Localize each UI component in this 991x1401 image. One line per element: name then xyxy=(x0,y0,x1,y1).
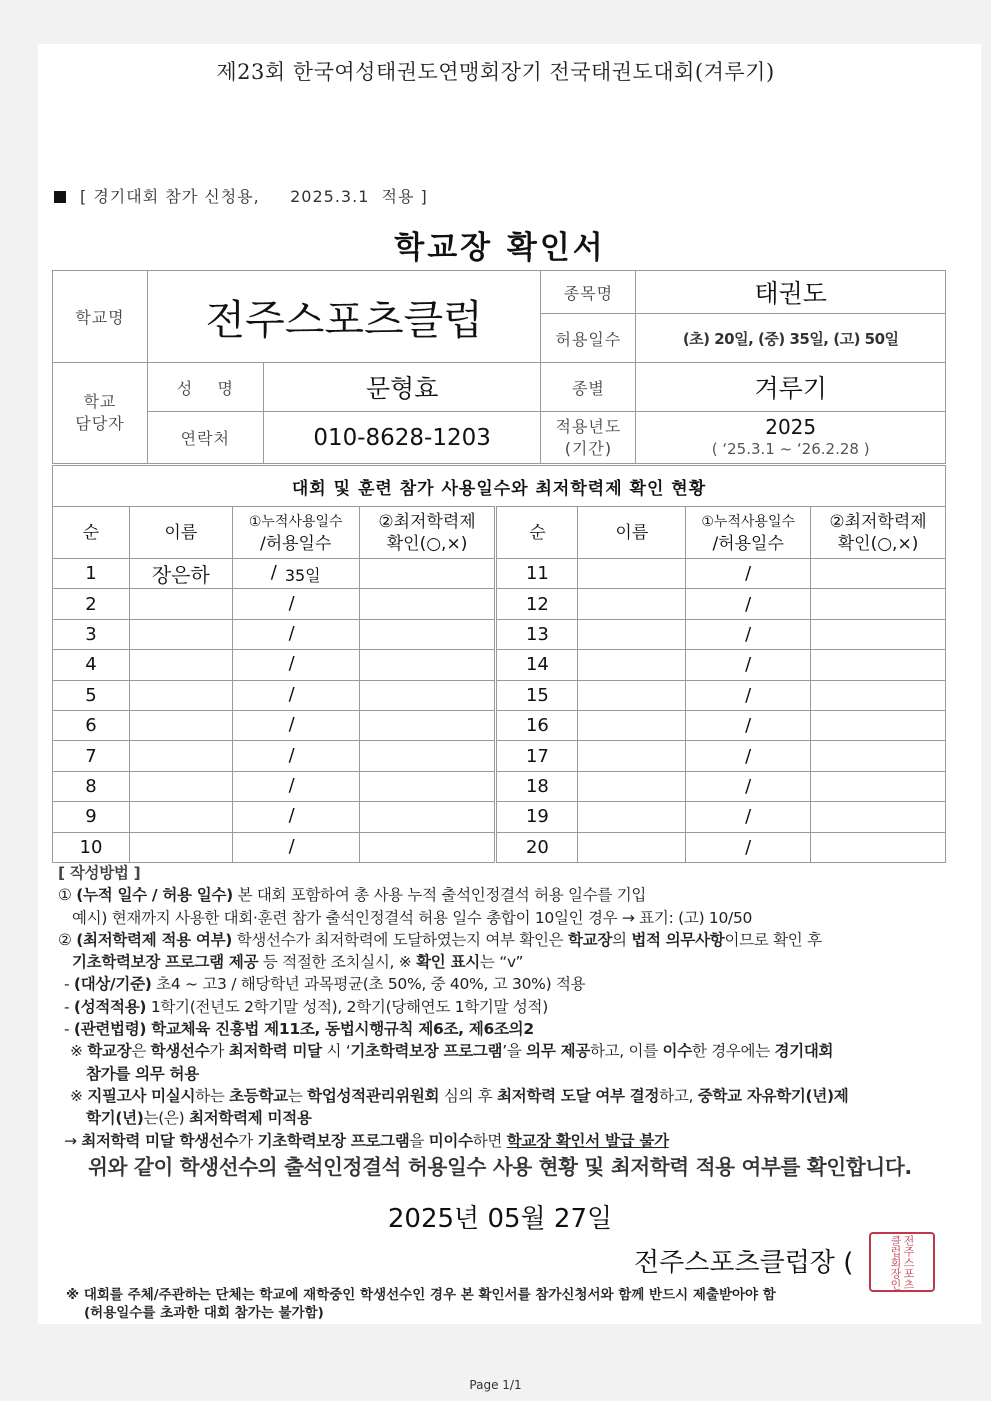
row-days-right: / xyxy=(686,680,811,710)
col-no-left: 순 xyxy=(53,507,130,559)
row-name-right xyxy=(578,771,686,801)
method-l12-b3: 미이수 xyxy=(428,1131,473,1150)
method-l1-bold: (누적 일수 / 허용 일수) xyxy=(76,886,233,905)
event-value: 태권도 xyxy=(636,271,946,314)
manager-name: 문형효 xyxy=(263,363,541,412)
row-no-left: 3 xyxy=(53,619,130,649)
row-no-right: 11 xyxy=(496,559,578,589)
method-l4-bold2: 확인 표시 xyxy=(416,953,480,972)
method-l11-t1: 는(은) xyxy=(143,1109,190,1128)
row-days-left xyxy=(232,710,359,740)
method-l3-bold3: 법적 의무사항 xyxy=(631,930,725,949)
row-days-right: / xyxy=(686,619,811,649)
period-value: ( ‘25.3.1 ~ ‘26.2.28 ) xyxy=(711,439,870,458)
row-name-right xyxy=(578,589,686,619)
row-no-right: 13 xyxy=(496,619,578,649)
table-row xyxy=(53,802,946,832)
row-days-right: / xyxy=(686,589,811,619)
seal-stamp-icon xyxy=(869,1232,935,1292)
school-label: 학교명 xyxy=(53,271,148,363)
row-days-right: / xyxy=(686,741,811,771)
row-no-right: 15 xyxy=(496,680,578,710)
method-l10-t3: 심의 후 xyxy=(439,1086,498,1105)
row-check-right xyxy=(811,589,946,619)
method-line-1 xyxy=(58,884,848,906)
row-name-left xyxy=(129,771,232,801)
table-row xyxy=(53,619,946,649)
method-l12-t3: 하면 xyxy=(472,1131,507,1150)
col-days-right-line2: /허용일수 xyxy=(712,534,784,554)
row-no-left: 5 xyxy=(53,680,130,710)
method-l10-b1: 지필고사 미실시 xyxy=(87,1086,196,1105)
row-days-value: 35일 xyxy=(284,565,321,585)
col-no-right: 순 xyxy=(496,507,578,559)
col-check-left-line1: ②최저학력제 xyxy=(378,511,476,532)
row-days-right: / xyxy=(686,802,811,832)
row-days-left xyxy=(232,741,359,771)
method-l3-bold2: 학교장 xyxy=(567,930,612,949)
method-line-9 xyxy=(58,1063,848,1085)
method-l8-t6: 한 경우에는 xyxy=(691,1042,775,1061)
row-name-right xyxy=(578,650,686,680)
stats-header-row xyxy=(53,507,946,559)
method-l4-bold1: 기초학력보장 프로그램 제공 xyxy=(72,953,259,972)
method-l10-t1: 하는 xyxy=(195,1086,230,1105)
col-days-right xyxy=(686,507,811,559)
row-days-left xyxy=(232,619,359,649)
row-name-right xyxy=(578,680,686,710)
table-row xyxy=(53,559,946,589)
row-days-left xyxy=(232,771,359,801)
row-check-left xyxy=(359,771,496,801)
row-name-left xyxy=(129,741,232,771)
row-no-right: 12 xyxy=(496,589,578,619)
row-name-right xyxy=(578,710,686,740)
method-l12-b1: 최저학력 미달 학생선수 xyxy=(81,1131,239,1150)
year-label xyxy=(541,412,636,464)
method-l10-t2: 는 xyxy=(287,1086,308,1105)
row-days-left xyxy=(232,680,359,710)
slash: / xyxy=(288,835,295,857)
square-bullet-icon xyxy=(54,191,66,203)
row-name-left xyxy=(129,710,232,740)
row-name-left: 장은하 xyxy=(129,559,232,589)
method-l8-t2: 가 xyxy=(209,1042,229,1061)
manager-label-line1: 학교 xyxy=(83,392,117,411)
method-l1-text: 본 대회 포함하여 총 사용 누적 출석인정결석 허용 일수를 기입 xyxy=(232,886,647,905)
stats-title: 대회 및 훈련 참가 사용일수와 최저학력제 확인 현황 xyxy=(53,466,946,507)
method-l7-bold: (관련법령) 학교체육 진흥법 제11조, 동법시행규칙 제6조, 제6조의2 xyxy=(73,1020,534,1039)
row-check-left xyxy=(359,741,496,771)
manager-label xyxy=(53,363,148,464)
method-l11-b1: 학기(년) xyxy=(86,1109,144,1128)
col-check-left xyxy=(359,507,496,559)
method-l4-text1: 등 적절한 조치실시, ※ xyxy=(258,953,417,972)
row-name-left xyxy=(129,619,232,649)
col-name-left: 이름 xyxy=(129,507,232,559)
row-no-right: 19 xyxy=(496,802,578,832)
method-l8-b4: 기초학력보장 프로그램 xyxy=(350,1042,503,1061)
col-days-right-line1: ①누적사용일수 xyxy=(701,514,796,530)
method-l5-bold: (대상/기준) xyxy=(73,975,152,994)
row-no-left: 4 xyxy=(53,650,130,680)
method-l8-b3: 최저학력 미달 xyxy=(228,1042,322,1061)
method-line-10: ※ 지필고사 미실시하는 초등학교는 학업성적관리위원회 심의 후 최저학력 도달 여부 결정하고, 중학교 자유학기(년)제 xyxy=(70,1086,849,1105)
row-check-left xyxy=(359,680,496,710)
page-number: Page 1/1 xyxy=(469,1378,522,1392)
method-line-5: - (대상/기준) 초4 ~ 고3 / 해당학년 과목평균(초 50%, 중 40%, 고 30%) 적용 xyxy=(64,975,586,994)
footnote xyxy=(66,1286,776,1322)
slash: / xyxy=(288,592,295,614)
row-check-right xyxy=(811,741,946,771)
row-days-left xyxy=(232,832,359,862)
method-l8-b5: 의무 제공 xyxy=(526,1042,590,1061)
row-check-left xyxy=(359,710,496,740)
slash: / xyxy=(288,805,295,827)
slash: / xyxy=(288,683,295,705)
row-days-right: / xyxy=(686,771,811,801)
table-row xyxy=(53,832,946,862)
slash: / xyxy=(270,561,277,583)
method-l10-b5: 중학교 자유학기(년)제 xyxy=(697,1086,849,1105)
method-l3-num: ② xyxy=(58,930,77,949)
method-l4-text2: 는 “v” xyxy=(479,953,524,972)
row-days-right: / xyxy=(686,710,811,740)
method-l8-b1: 학교장 xyxy=(87,1042,132,1061)
row-name-left xyxy=(129,589,232,619)
method-l11-b2: 최저학력제 미적용 xyxy=(189,1109,312,1128)
col-check-right xyxy=(811,507,946,559)
usage-note xyxy=(54,184,428,207)
table-row xyxy=(53,710,946,740)
row-name-left xyxy=(129,680,232,710)
method-l8-b6: 이수 xyxy=(662,1042,692,1061)
method-l12-t2: 을 xyxy=(409,1131,429,1150)
method-line-3 xyxy=(58,929,848,951)
col-days-left-line2: /허용일수 xyxy=(259,534,332,554)
allowed-days-value: (초) 20일, (중) 35일, (고) 50일 xyxy=(636,314,946,363)
contact-value: 010-8628-1203 xyxy=(263,412,541,464)
method-line-2: 예시) 현재까지 사용한 대회·훈련 참가 출석인정결석 허용 일수 총합이 10일인 경우 → 표기: (고) 10/50 xyxy=(72,908,753,927)
row-days-left xyxy=(232,559,359,589)
col-days-left xyxy=(232,507,359,559)
row-no-left: 1 xyxy=(53,559,130,589)
row-days-right: / xyxy=(686,832,811,862)
table-row xyxy=(53,680,946,710)
method-l10-b4: 최저학력 도달 여부 결정 xyxy=(497,1086,660,1105)
row-days-left xyxy=(232,650,359,680)
row-name-left xyxy=(129,832,232,862)
row-no-left: 6 xyxy=(53,710,130,740)
method-l1-num: ① xyxy=(58,886,77,905)
slash: / xyxy=(288,714,295,736)
row-name-right xyxy=(578,741,686,771)
method-line-11 xyxy=(58,1107,848,1129)
col-days-left-line1: ①누적사용일수 xyxy=(248,514,343,530)
method-l12-b2: 기초학력보장 프로그램 xyxy=(257,1131,410,1150)
method-heading: [ 작성방법 ] xyxy=(58,864,141,882)
year-label-line1: 적용년도 xyxy=(555,416,622,436)
method-l3-text1: 학생선수가 최저학력에 도달하였는지 여부 확인은 xyxy=(232,930,568,949)
row-no-left: 7 xyxy=(53,741,130,771)
row-no-right: 16 xyxy=(496,710,578,740)
row-check-left xyxy=(359,832,496,862)
slash: / xyxy=(288,744,295,766)
col-check-right-line2: 확인(○,×) xyxy=(837,533,919,554)
row-name-left xyxy=(129,650,232,680)
row-days-left xyxy=(232,802,359,832)
method-l8-t3: 시 ‘ xyxy=(321,1042,351,1061)
row-check-left xyxy=(359,650,496,680)
slash: / xyxy=(288,622,295,644)
row-check-left xyxy=(359,802,496,832)
confirm-statement: 위와 같이 학생선수의 출석인정결석 허용일수 사용 현황 및 최저학력 적용 여부를 확인합니다. xyxy=(88,1155,912,1179)
row-no-left: 9 xyxy=(53,802,130,832)
method-l5-text: 초4 ~ 고3 / 해당학년 과목평균(초 50%, 중 40%, 고 30%) 적용 xyxy=(151,975,586,994)
row-name-left xyxy=(129,802,232,832)
row-check-right xyxy=(811,771,946,801)
row-check-right xyxy=(811,650,946,680)
col-check-right-line1: ②최저학력제 xyxy=(829,511,927,532)
category-value: 겨루기 xyxy=(636,363,946,412)
row-check-right xyxy=(811,559,946,589)
slash: / xyxy=(288,774,295,796)
table-row xyxy=(53,771,946,801)
event-label: 종목명 xyxy=(541,271,636,314)
method-l3-text3: 이므로 확인 후 xyxy=(724,930,822,949)
stats-table xyxy=(52,465,946,863)
school-name: 전주스포츠클럽 xyxy=(147,271,541,363)
method-l8-b2: 학생선수 xyxy=(150,1042,210,1061)
row-no-right: 17 xyxy=(496,741,578,771)
method-line-8: ※ 학교장은 학생선수가 최저학력 미달 시 ‘기초학력보장 프로그램’을 의무 제공하고, 이를 이수한 경우에는 경기대회 xyxy=(70,1042,834,1061)
method-l6-bold: (성적적용) xyxy=(73,997,147,1016)
method-line-7: - (관련법령) 학교체육 진흥법 제11조, 동법시행규칙 제6조, 제6조의2 xyxy=(64,1020,534,1039)
year-label-line2: (기간) xyxy=(564,438,613,458)
document-title: 학교장 확인서 xyxy=(394,230,606,266)
method-l3-bold1: (최저학력제 적용 여부) xyxy=(76,930,233,949)
stats-body xyxy=(53,559,946,863)
slash: / xyxy=(288,653,295,675)
method-l3-text2: 의 xyxy=(612,930,632,949)
method-l10-b2: 초등학교 xyxy=(229,1086,288,1105)
row-no-left: 8 xyxy=(53,771,130,801)
category-label: 종별 xyxy=(541,363,636,412)
manager-label-line2: 담당자 xyxy=(75,414,125,433)
row-name-right xyxy=(578,802,686,832)
row-no-left: 2 xyxy=(53,589,130,619)
year-cell xyxy=(636,412,946,464)
name-label: 성 명 xyxy=(147,363,263,412)
writing-method xyxy=(58,862,848,1152)
allowed-days-label: 허용일수 xyxy=(541,314,636,363)
method-l8-t4: ’을 xyxy=(502,1042,527,1061)
row-check-right xyxy=(811,619,946,649)
method-line-4 xyxy=(58,951,848,973)
year-value: 2025 xyxy=(765,414,817,439)
row-check-left xyxy=(359,619,496,649)
issue-date: 2025년 05월 27일 xyxy=(387,1204,613,1234)
row-check-right xyxy=(811,680,946,710)
row-no-left: 10 xyxy=(53,832,130,862)
row-name-right xyxy=(578,619,686,649)
seal-text: 전주스포츠 클럽회장인 xyxy=(889,1234,915,1290)
signature-line: 전주스포츠클럽장 ( xyxy=(634,1248,854,1278)
row-name-right xyxy=(578,559,686,589)
method-l8-b7: 경기대회 xyxy=(774,1042,834,1061)
info-table xyxy=(52,270,946,464)
row-no-right: 20 xyxy=(496,832,578,862)
row-days-right: / xyxy=(686,650,811,680)
table-row xyxy=(53,650,946,680)
row-check-left xyxy=(359,589,496,619)
row-days-right: / xyxy=(686,559,811,589)
method-l12-b4: 학교장 확인서 발급 불가 xyxy=(506,1131,669,1150)
contact-label: 연락처 xyxy=(147,412,263,464)
method-l6-text: 1학기(전년도 2학기말 성적), 2학기(당해연도 1학기말 성적) xyxy=(146,997,548,1016)
method-l10-t4: 하고, xyxy=(659,1086,698,1105)
method-line-6: - (성적적용) 1학기(전년도 2학기말 성적), 2학기(당해연도 1학기말 성적) xyxy=(64,997,548,1016)
footnote-line-2: (허용일수를 초과한 대회 참가는 불가함) xyxy=(84,1305,324,1321)
event-header-title: 제23회 한국여성태권도연맹회장기 전국태권도대회(겨루기) xyxy=(216,60,775,84)
row-check-right xyxy=(811,832,946,862)
row-check-left xyxy=(359,559,496,589)
row-no-right: 14 xyxy=(496,650,578,680)
usage-note-text: [ 경기대회 참가 신청용, 2025.3.1 적용 ] xyxy=(80,187,428,206)
table-row xyxy=(53,741,946,771)
method-line-12: → 최저학력 미달 학생선수가 기초학력보장 프로그램을 미이수하면 학교장 확인서 발급 불가 xyxy=(64,1131,669,1150)
row-check-right xyxy=(811,802,946,832)
method-l8-t1: 은 xyxy=(131,1042,151,1061)
row-days-left xyxy=(232,589,359,619)
row-name-right xyxy=(578,832,686,862)
col-check-left-line2: 확인(○,×) xyxy=(386,533,468,554)
footnote-line-1: ※ 대회를 주체/주관하는 단체는 학교에 재학중인 학생선수인 경우 본 확인서를 참가신청서와 함께 반드시 제출받아야 함 xyxy=(66,1287,776,1303)
method-l12-t1: 가 xyxy=(238,1131,258,1150)
table-row xyxy=(53,589,946,619)
method-l9-bold: 참가를 의무 허용 xyxy=(86,1064,199,1083)
row-check-right xyxy=(811,710,946,740)
row-no-right: 18 xyxy=(496,771,578,801)
method-l8-t5: 하고, 이를 xyxy=(589,1042,663,1061)
method-l10-b3: 학업성적관리위원회 xyxy=(307,1086,440,1105)
col-name-right: 이름 xyxy=(578,507,686,559)
